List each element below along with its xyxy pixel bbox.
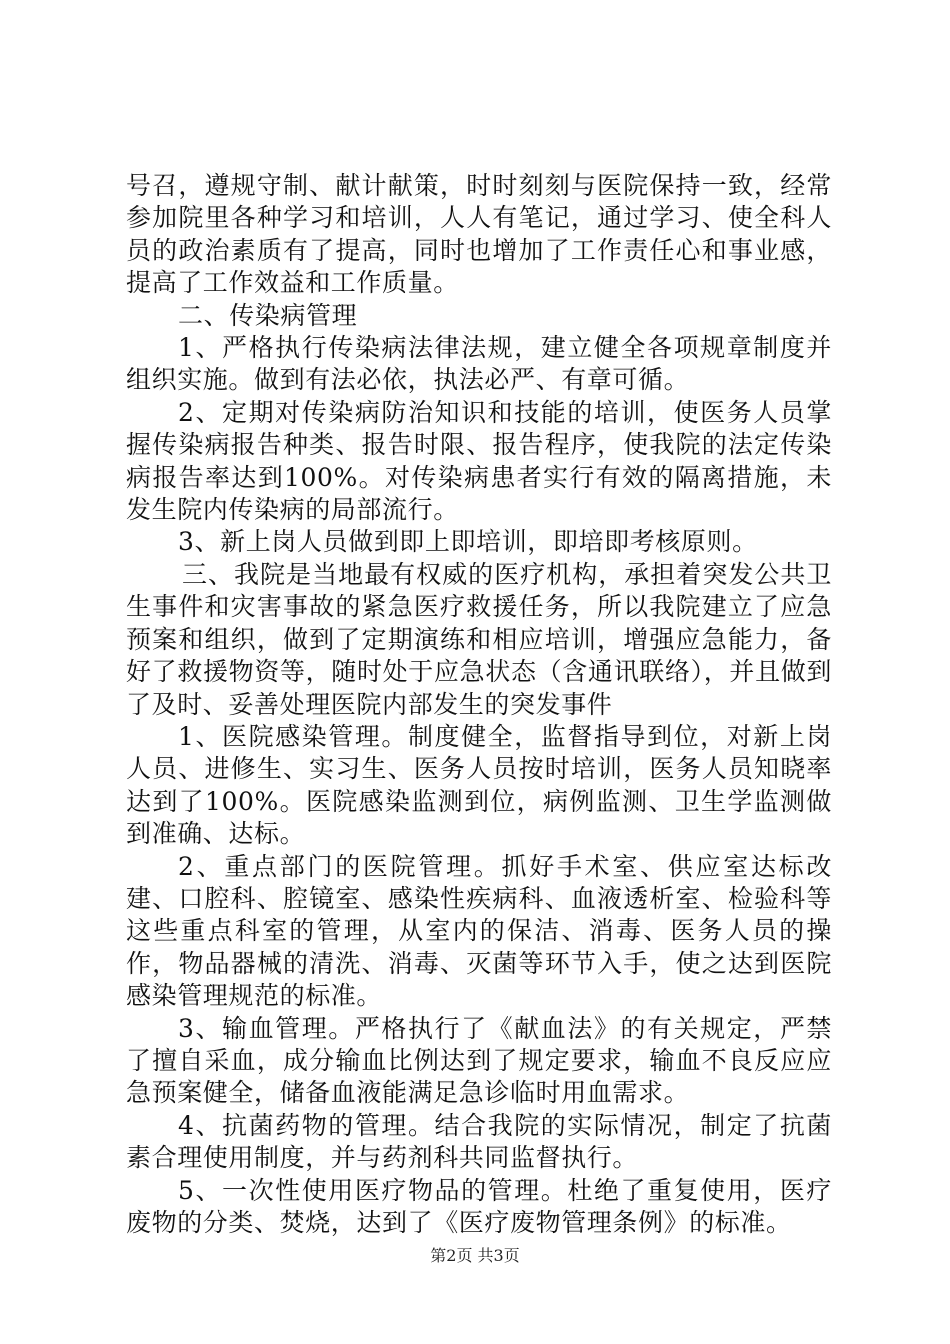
paragraph-disposable-supplies: 5、一次性使用医疗物品的管理。杜绝了重复使用，医疗废物的分类、焚烧，达到了《医疗废物管理条例》的标准。 (126, 1175, 832, 1237)
paragraph-continuation: 号召，遵规守制、献计献策，时时刻刻与医院保持一致，经常参加院里各种学习和培训，人人有笔记，通过学习、使全科人员的政治素质有了提高，同时也增加了工作责任心和事业感，提高了工作效益和工作质量。 (126, 171, 832, 298)
section-heading-emergency: 三、我院是当地最有权威的医疗机构，承担着突发公共卫生事件和灾害事故的紧急医疗救援任务，所以我院建立了应急预案和组织，做到了定期演练和相应培训，增强应急能力，备好了救援物资等，随时处于应急状态（含通讯联络），并且做到了及时、妥善处理医院内部发生的突发事件 (126, 559, 832, 719)
document-body (126, 170, 832, 1239)
paragraph-key-departments: 2、重点部门的医院管理。抓好手术室、供应室达标改建、口腔科、腔镜室、感染性疾病科、血液透析室、检验科等这些重点科室的管理，从室内的保洁、消毒、医务人员的操作，物品器械的清洗、消毒、灭菌等环节入手，使之达到医院感染管理规范的标准。 (126, 851, 832, 1011)
paragraph-antibiotics: 4、抗菌药物的管理。结合我院的实际情况，制定了抗菌素合理使用制度，并与药剂科共同监督执行。 (126, 1110, 832, 1173)
page-number-footer: 第2页 共3页 (430, 1246, 520, 1265)
paragraph-item-3: 3、新上岗人员做到即上即培训，即培即考核原则。 (178, 527, 758, 557)
paragraph-infection-management: 1、医院感染管理。制度健全，监督指导到位，对新上岗人员、进修生、实习生、医务人员按时培训，医务人员知晓率达到了100%。医院感染监测到位，病例监测、卫生学监测做到准确、达标。 (126, 721, 832, 849)
paragraph-item-2: 2、定期对传染病防治知识和技能的培训，使医务人员掌握传染病报告种类、报告时限、报告程序，使我院的法定传染病报告率达到100%。对传染病患者实行有效的隔离措施，未发生院内传染病的局部流行。 (126, 397, 832, 525)
paragraph-blood-transfusion: 3、输血管理。严格执行了《献血法》的有关规定，严禁了擅自采血，成分输血比例达到了规定要求，输血不良反应应急预案健全，储备血液能满足急诊临时用血需求。 (126, 1013, 832, 1108)
paragraph-item-1: 1、严格执行传染病法律法规，建立健全各项规章制度并组织实施。做到有法必依，执法必严、有章可循。 (126, 333, 832, 395)
section-heading-infectious-disease: 二、传染病管理 (178, 300, 358, 330)
